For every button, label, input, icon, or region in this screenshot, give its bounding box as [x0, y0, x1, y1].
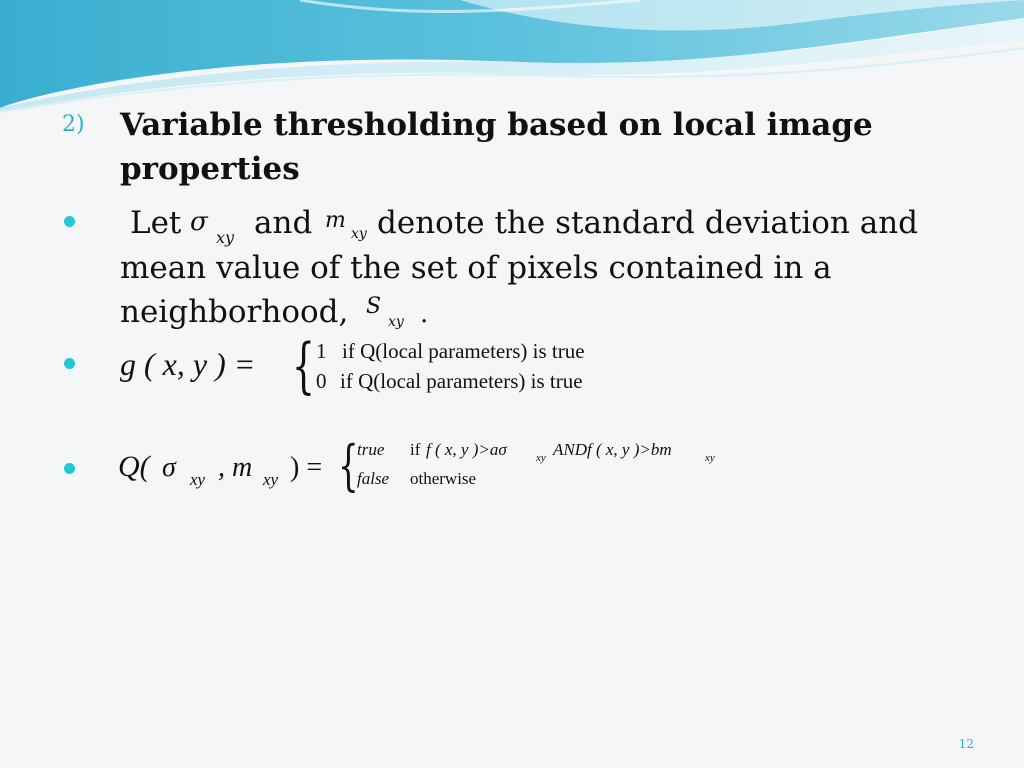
- slide-heading: Variable thresholding based on local image properties: [120, 107, 873, 187]
- list-number: 2): [62, 112, 85, 137]
- piecewise-brace-2: {: [338, 434, 359, 497]
- bullet-1-line-2: mean value of the set of pixels contained in a: [120, 250, 832, 286]
- Q-case-1-sub-2: xy: [705, 452, 715, 464]
- Q-case-1-value: true: [357, 440, 385, 459]
- bullet-1-marker: [64, 216, 75, 227]
- g-case-2-value: 0: [316, 369, 327, 393]
- Q-case-1-if: if: [410, 440, 421, 459]
- bullet-1-line-3: neighborhood,: [120, 294, 349, 330]
- bullet-1-let: Let: [130, 205, 182, 241]
- bullet-3-marker: [64, 463, 75, 474]
- Q-case-2-otherwise: otherwise: [410, 469, 477, 488]
- g-case-2-condition: if Q(local parameters) is true: [340, 369, 583, 393]
- Q-sigma-symbol: σ: [162, 452, 176, 483]
- bullet-1-period: .: [420, 299, 429, 329]
- bullet-1-text-rest: denote the standard deviation and: [377, 205, 919, 241]
- Q-case-1-and-expr: ANDf ( x, y )>bm: [553, 440, 672, 459]
- Q-case-1-sub-1: xy: [536, 452, 546, 464]
- Q-sigma-subscript: xy: [190, 470, 206, 489]
- sigma-symbol: σ: [190, 207, 208, 237]
- piecewise-brace-1: {: [292, 331, 315, 401]
- g-function-lhs: g ( x, y ) =: [120, 346, 256, 382]
- m-symbol: m: [325, 208, 346, 233]
- Q-close-equals: ) =: [290, 452, 323, 483]
- Q-case-2-value: false: [357, 469, 390, 488]
- page-number: 12: [958, 737, 974, 751]
- Q-case-1-expr-1: f ( x, y )>aσ: [426, 440, 507, 459]
- g-case-1-condition: if Q(local parameters) is true: [342, 339, 585, 363]
- S-symbol: S: [366, 294, 382, 319]
- bullet-2-marker: [64, 358, 75, 369]
- sigma-subscript-xy: xy: [216, 228, 235, 247]
- m-subscript-xy: xy: [351, 226, 367, 242]
- Q-m-subscript: xy: [263, 470, 279, 489]
- g-case-1-value: 1: [316, 339, 327, 363]
- Q-comma-m: , m: [218, 452, 253, 483]
- S-subscript-xy: xy: [388, 314, 404, 330]
- Q-function-open: Q(: [118, 450, 150, 483]
- bullet-1-and: and: [254, 205, 313, 241]
